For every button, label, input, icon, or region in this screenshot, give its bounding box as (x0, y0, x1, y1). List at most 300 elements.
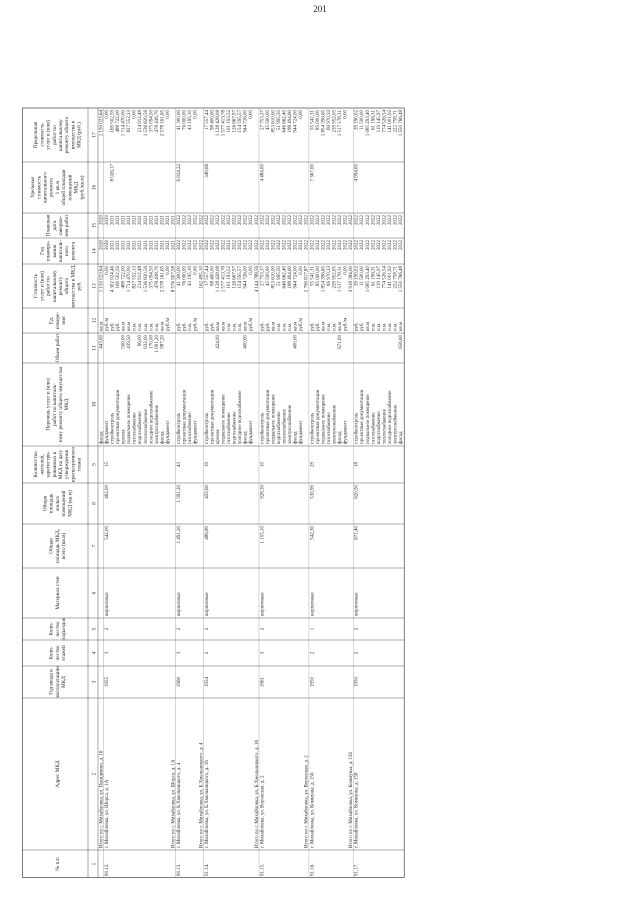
residential-area: 530,90 (310, 485, 316, 499)
work-year: 2022 (354, 240, 360, 250)
work-year: 2022 (382, 240, 388, 250)
work-year: 2022 (365, 240, 371, 250)
work-type: стройконтроль (260, 412, 266, 444)
work-unit: кв.м (215, 321, 221, 331)
max-cost: 239 952,05 (332, 110, 338, 133)
work-year: 2022 (310, 240, 316, 250)
header-column-number: 9 (91, 463, 98, 466)
work-type: теплоснабжение (282, 409, 288, 444)
work-type: электроснабжение (393, 404, 399, 444)
header-cell-line: ному ремонту общего имущества (58, 366, 64, 443)
work-cost: 169 502,59 (116, 266, 121, 289)
max-cost: 188 494,60 (288, 110, 294, 133)
per-sqm-cost: 349,66 (204, 164, 210, 178)
max-cost: 214 912,48 (138, 110, 144, 133)
work-unit: руб. (177, 322, 183, 331)
header-cell-line: МКД на дату (58, 449, 64, 480)
work-date: 2022 (249, 215, 255, 225)
work-year: 2021 (138, 240, 144, 250)
max-cost: 222 758,71 (393, 110, 399, 133)
header-cell-line: заверше- (58, 215, 64, 236)
work-date: 2021 (154, 215, 160, 225)
residents-count: 29 (310, 462, 316, 467)
work-date: 2022 (193, 215, 199, 225)
year-built: 1955 (104, 677, 110, 687)
max-cost: 1 085 293,40 (365, 110, 371, 137)
work-date: 2022 (399, 215, 405, 225)
entrances: 1 (310, 627, 316, 631)
work-cost: 11 500,00 (360, 266, 366, 286)
max-cost: 1 854 396,65 (321, 110, 327, 137)
header-cell-line: стоимость (36, 175, 43, 200)
work-cost: 154 595,57 (238, 266, 244, 289)
work-year: 2022 (371, 240, 377, 250)
max-cost: 51 995,50 (276, 110, 282, 130)
work-type: фасад (160, 431, 166, 444)
work-cost: 0,00 (249, 266, 255, 275)
work-unit: кв.м (127, 321, 133, 331)
work-cost: 4 302 024,46 (110, 266, 116, 293)
work-cost: 0,00 (104, 266, 110, 275)
itogo-unit: кв.м (99, 321, 105, 331)
header-cell-line: помещений (61, 490, 68, 517)
work-type: электроснабжение (288, 404, 294, 444)
itogo-date: 2022 (304, 215, 310, 225)
work-date: 2022 (265, 215, 271, 225)
work-unit: руб./м (104, 317, 110, 331)
work-type: фундамент (193, 420, 199, 444)
work-unit: п.м. (387, 322, 393, 331)
work-year: 2022 (265, 240, 271, 250)
header-cell-line: МКД (61, 676, 68, 688)
work-date: 2022 (354, 215, 360, 225)
work-unit: кв.м (121, 321, 127, 331)
work-cost: 39 190,02 (354, 266, 360, 286)
work-year: 2022 (238, 240, 244, 250)
capital-repair-table (22, 38, 607, 878)
work-cost: 2 578 161,65 (160, 266, 166, 293)
wall-material: кирпичные (310, 592, 316, 616)
work-unit: п.м. (382, 322, 388, 331)
per-sqm-cost: 4 994,00 (354, 164, 360, 182)
work-unit: п.м. (138, 322, 144, 331)
header-cell-line: планиро- (45, 240, 52, 262)
itogo-cost: 8 576 907,58 (171, 266, 177, 293)
work-cost: 488 722,00 (121, 266, 127, 289)
work-year: 2022 (215, 240, 221, 250)
work-year: 2022 (376, 240, 382, 250)
header-cell-line: капитальному (51, 270, 58, 302)
work-unit: п.м. (132, 322, 138, 331)
work-year: 2021 (132, 240, 138, 250)
max-cost: 41 300,00 (177, 110, 183, 130)
work-date: 2022 (332, 215, 338, 225)
work-date: 2022 (299, 215, 305, 225)
work-year: 2022 (326, 240, 332, 250)
max-cost: 1 536 820,56 (143, 110, 149, 137)
total-area: 671,40 (354, 526, 360, 540)
work-cost: 1 128 428,08 (215, 266, 221, 293)
header-column-number: 7 (91, 544, 98, 548)
work-type: электроснабжение (154, 404, 160, 444)
header-cell-line: зарегистри- (45, 451, 52, 478)
header-cell-line: МКД (73, 181, 80, 194)
header-column-number: 17 (91, 132, 98, 138)
work-year: 2021 (143, 240, 149, 250)
work-unit: кв.м (293, 321, 299, 331)
work-year: 2022 (276, 240, 282, 250)
itogo-year: 2020 (99, 240, 105, 250)
entrances: 2 (260, 627, 266, 631)
work-cost: 76 000,00 (182, 266, 188, 286)
max-cost: 154 595,57 (238, 110, 244, 133)
header-cell-line: услуг и (или) (39, 271, 46, 301)
work-cost: 0,00 (343, 266, 349, 275)
work-type: подвальное помещение (271, 394, 277, 444)
work-date: 2022 (188, 215, 194, 225)
header-cell-line: ния работ (64, 214, 71, 237)
max-cost: 169 502,59 (110, 110, 116, 133)
header-column-number: 11 (91, 345, 98, 351)
header-cell-line: услуг и (или) (45, 120, 52, 150)
max-cost: 101 193,52 (227, 110, 232, 133)
floors: 2 (354, 651, 360, 655)
row-number: 90.13. (177, 863, 183, 876)
header-cell-line: жителей, (39, 454, 46, 475)
work-unit: п.м. (149, 322, 155, 331)
work-date: 2022 (210, 215, 216, 225)
header-cell-line: Коли- (48, 622, 55, 636)
max-cost: 17 557,44 (204, 110, 210, 130)
header-cell-line: МКД (руб.) (76, 122, 83, 148)
work-unit: п.м. (326, 322, 332, 331)
work-type: фундамент (249, 420, 255, 444)
work-cost: 1 536 820,56 (143, 266, 149, 293)
itogo-address: Итого по г. Михайловка, ул. Воровская, д. 2 (304, 755, 310, 848)
row-number: 91.15. (260, 863, 266, 876)
work-date: 2022 (238, 215, 244, 225)
work-type: проектные документации (315, 389, 321, 444)
max-cost: 0,00 (165, 110, 171, 119)
header-column-number: 5 (91, 627, 98, 631)
entrances: 2 (204, 627, 210, 631)
work-volume: 987,20 (160, 335, 166, 349)
work-unit: п.м. (282, 322, 288, 331)
header-cell-line: Ед. (48, 316, 55, 325)
work-cost: 119 145,97 (376, 266, 382, 289)
work-type: проектные документации (360, 389, 366, 444)
header-cell-line: Общая (48, 538, 55, 554)
work-type: газоснабжение (188, 412, 194, 444)
work-year: 2022 (182, 240, 188, 250)
residents-count: 18 (354, 462, 360, 467)
header-column-number: 16 (91, 184, 98, 191)
work-type: стройконтроль (204, 412, 210, 444)
work-type: кровля (121, 429, 127, 444)
header-column-number: 1 (91, 862, 98, 866)
max-cost: 1 714 470,00 (121, 110, 127, 137)
max-cost: 478 438,70 (154, 110, 160, 133)
work-year: 2022 (293, 240, 299, 250)
itogo-address: Итого по г. Михайловка, ул. Б.Хмельницкого, д. 16 (254, 739, 260, 848)
work-year: 2022 (282, 240, 288, 250)
work-cost: 98 400,00 (210, 266, 216, 286)
work-date: 2022 (387, 215, 393, 225)
work-cost: 222 758,71 (393, 266, 399, 289)
max-cost: 61 196,31 (371, 110, 377, 130)
work-volume: 96,00 (138, 335, 144, 347)
work-cost: 0,00 (193, 266, 199, 275)
per-sqm-cost: 6 924,22 (177, 164, 183, 182)
max-cost: 827 552,13 (127, 110, 133, 133)
work-cost: 853 610,00 (271, 266, 277, 289)
header-cell-line: имущества в МКД, (70, 264, 77, 308)
header-column-number: 12 (91, 317, 98, 324)
work-year: 2022 (338, 240, 343, 250)
work-cost: 646 662,40 (282, 266, 288, 289)
work-date: 2022 (343, 215, 349, 225)
work-unit: руб. (210, 322, 216, 331)
work-cost: 0,00 (299, 266, 305, 275)
itogo-address: Итого по г. Михайловка, ул. Коммуны, д. 156 (349, 752, 355, 848)
floors: 3 (260, 651, 266, 655)
max-cost: 375 094,50 (149, 110, 155, 133)
work-cost: 1 854 396,65 (321, 266, 327, 293)
work-type: электроснабжение (332, 404, 338, 444)
work-type: стройконтроль (354, 412, 360, 444)
work-unit: п.м. (276, 322, 282, 331)
max-cost: 488 722,00 (116, 110, 121, 133)
work-year: 2022 (271, 240, 277, 250)
itogo-cost: 4 144 788,56 (254, 266, 260, 293)
work-unit: п.м. (371, 322, 377, 331)
work-unit: п.м. (143, 322, 149, 331)
work-volume: 932,00 (143, 335, 149, 349)
header-cell-line: работ по (45, 276, 52, 296)
header-cell-line: Предельная (33, 121, 40, 149)
itogo-cost: 162 495,10 (199, 266, 205, 289)
work-cost: 0,00 (165, 266, 171, 275)
max-cost: 126 667,97 (232, 110, 238, 133)
work-type: водоснабжение (232, 411, 238, 444)
total-area: 1 491,20 (177, 526, 183, 544)
header-cell-line: жилых (54, 495, 61, 512)
floors: 2 (204, 651, 210, 655)
work-date: 2022 (182, 215, 188, 225)
work-date: 2022 (276, 215, 282, 225)
work-unit: руб./м (249, 317, 255, 331)
work-unit: п.м. (332, 322, 338, 331)
itogo-address: Итого по г. Михайловка, ул. Шорса, д. 1А (171, 759, 177, 848)
header-cell-line: плана (76, 457, 83, 472)
work-date: 2022 (393, 215, 399, 225)
work-date: 2021 (127, 215, 133, 225)
work-unit: руб. (260, 322, 266, 331)
work-type: проектные документации (210, 389, 216, 444)
header-cell-line: рованных в (51, 451, 58, 478)
work-year: 2021 (165, 240, 171, 250)
work-year: 2022 (221, 240, 227, 250)
max-cost: 27 753,37 (260, 110, 266, 130)
max-cost: 45 500,00 (265, 110, 271, 130)
work-type: подвальное помещение (365, 394, 371, 444)
work-unit: руб./м (193, 317, 199, 331)
work-year: 2021 (116, 240, 121, 250)
itogo-max-cost: 1 150 023,64 (99, 110, 105, 137)
residents-count: 43 (177, 462, 183, 467)
max-cost: 1 577 413,78 (221, 110, 227, 137)
work-volume: 500,00 (121, 335, 127, 349)
work-volume: 671,00 (338, 335, 343, 349)
work-year: 2022 (249, 240, 255, 250)
total-area: 486,80 (204, 526, 210, 540)
work-type: проектные документации (182, 389, 188, 444)
header-cell-line: чество (54, 621, 61, 637)
object-address: г. Михайловка, ул. Б.Хмельницкого, д. 16 (204, 760, 210, 848)
work-type: водоснабжение (276, 411, 282, 444)
work-cost: 41 300,00 (177, 266, 183, 286)
header-cell-line: Стоимость (33, 273, 40, 299)
header-column-number: 13 (91, 283, 98, 289)
header-cell-line: капиталь- (58, 239, 64, 263)
header-cell-line: ремонту (58, 276, 64, 296)
residents-count: 15 (104, 462, 110, 467)
itogo-address: Итого по г. Михайловка, ул. Б.Хмельницкого, д. 4 (199, 742, 205, 848)
work-date: 2021 (116, 215, 121, 225)
residential-area: 1 391,20 (177, 485, 183, 503)
work-type: холодное водоснабжение (149, 390, 155, 444)
work-date: 2022 (310, 215, 316, 225)
max-cost: 76 000,00 (182, 110, 188, 130)
header-cell-line: Год ввода в (48, 669, 55, 695)
header-cell-line: имущества в (70, 120, 77, 150)
work-type: газоснабжение (227, 412, 232, 444)
max-cost: 39 190,02 (354, 110, 360, 130)
residential-area: 462,00 (104, 485, 110, 499)
work-cost: 17 557,44 (204, 266, 210, 286)
max-cost: 646 662,40 (282, 110, 288, 133)
work-date: 2022 (315, 215, 321, 225)
max-cost: 98 400,00 (210, 110, 216, 130)
itogo-address: Итого по г. Михайловка, ул. Невидимки, д. 16 (99, 750, 105, 848)
header-cell-line: ного (64, 245, 71, 257)
header-cell-line: Объем работ (54, 333, 61, 363)
header-column-number: 4 (91, 651, 98, 655)
itogo-year: 2021 (171, 240, 177, 250)
max-cost: 0,00 (193, 110, 199, 119)
work-cost: 188 494,60 (288, 266, 294, 289)
work-unit: кв.м (221, 321, 227, 331)
work-cost: 1 085 293,40 (365, 266, 371, 293)
work-date: 2021 (160, 215, 166, 225)
header-cell-line: площадь (48, 493, 55, 514)
work-type: газоснабжение (371, 412, 377, 444)
work-year: 2022 (399, 240, 405, 250)
work-unit: п.м. (232, 322, 238, 331)
max-cost: 85 000,00 (315, 110, 321, 130)
work-date: 2022 (243, 215, 249, 225)
header-cell-line: Перечень услуг и (или) (45, 378, 52, 431)
work-year: 2021 (149, 240, 155, 250)
work-cost: 214 912,48 (138, 266, 144, 289)
work-cost: 944 724,00 (293, 266, 299, 289)
work-cost: 944 726,00 (243, 266, 249, 289)
residential-area: 620,50 (354, 485, 360, 499)
residential-area: 928,30 (260, 485, 266, 499)
work-date: 2022 (232, 215, 238, 225)
row-number: 91.17. (354, 863, 360, 876)
work-type: фасад (293, 431, 299, 444)
work-year: 2022 (260, 240, 266, 250)
work-date: 2022 (215, 215, 221, 225)
total-area: 542,00 (104, 526, 110, 540)
header-cell-line: всего (кв.м) (61, 532, 68, 560)
header-cell-line: площадь МКД, (54, 528, 61, 564)
header-cell-line: общей площади (61, 169, 68, 206)
work-unit: руб. (204, 322, 210, 331)
work-year: 2021 (127, 240, 133, 250)
work-date: 2022 (221, 215, 227, 225)
work-date: 2022 (227, 215, 232, 225)
work-date: 2021 (149, 215, 155, 225)
work-date: 2022 (382, 215, 388, 225)
work-year: 2022 (332, 240, 338, 250)
itogo-date: 2022 (254, 215, 260, 225)
entrances: 2 (354, 627, 360, 631)
work-cost: 43 195,10 (188, 266, 194, 286)
work-type: холодное водоснабжение (238, 390, 244, 444)
work-date: 2022 (360, 215, 366, 225)
work-date: 2022 (204, 215, 210, 225)
work-year: 2022 (227, 240, 232, 250)
itogo-date: 2022 (199, 215, 205, 225)
work-date: 2022 (282, 215, 288, 225)
header-cell-line: Удельная (30, 177, 37, 198)
work-type: стройконтроль (310, 412, 316, 444)
work-date: 2022 (376, 215, 382, 225)
work-type: фундамент (299, 420, 305, 444)
work-unit: п.м. (154, 322, 160, 331)
work-year: 2022 (204, 240, 210, 250)
itogo-cost: 3 918 384,00 (349, 266, 355, 293)
header-cell-line: МКД (кв.м) (67, 490, 74, 517)
header-column-number: 6 (91, 591, 98, 595)
header-cell-line: Общая (42, 495, 49, 512)
header-cell-line: эксплуатацию (54, 666, 61, 698)
work-cost: 239 952,05 (332, 266, 338, 289)
work-cost: 45 500,00 (265, 266, 271, 286)
total-area: 1 155,10 (260, 526, 266, 544)
work-type: подвальное помещение (221, 394, 227, 444)
work-type: фасад (399, 431, 405, 444)
header-cell-line: МКД (64, 398, 71, 411)
work-type: водоснабжение (376, 411, 382, 444)
work-date: 2022 (271, 215, 277, 225)
work-year: 2022 (193, 240, 199, 250)
max-cost: 119 145,97 (376, 110, 382, 133)
header-cell-line: Плановая (45, 214, 52, 237)
max-cost: 0,00 (343, 110, 349, 119)
work-date: 2021 (165, 215, 171, 225)
work-unit: руб. (360, 322, 366, 331)
work-type: фасад (243, 431, 249, 444)
wall-material: кирпичные (104, 592, 110, 616)
wall-material: кирпичные (260, 592, 266, 616)
per-sqm-cost: 8 026,17 (110, 164, 116, 182)
object-address: г. Михайловка, ул. Шорса, д. 1А (104, 779, 110, 848)
work-unit: руб. (310, 322, 316, 331)
work-unit: кв.м (271, 321, 277, 331)
